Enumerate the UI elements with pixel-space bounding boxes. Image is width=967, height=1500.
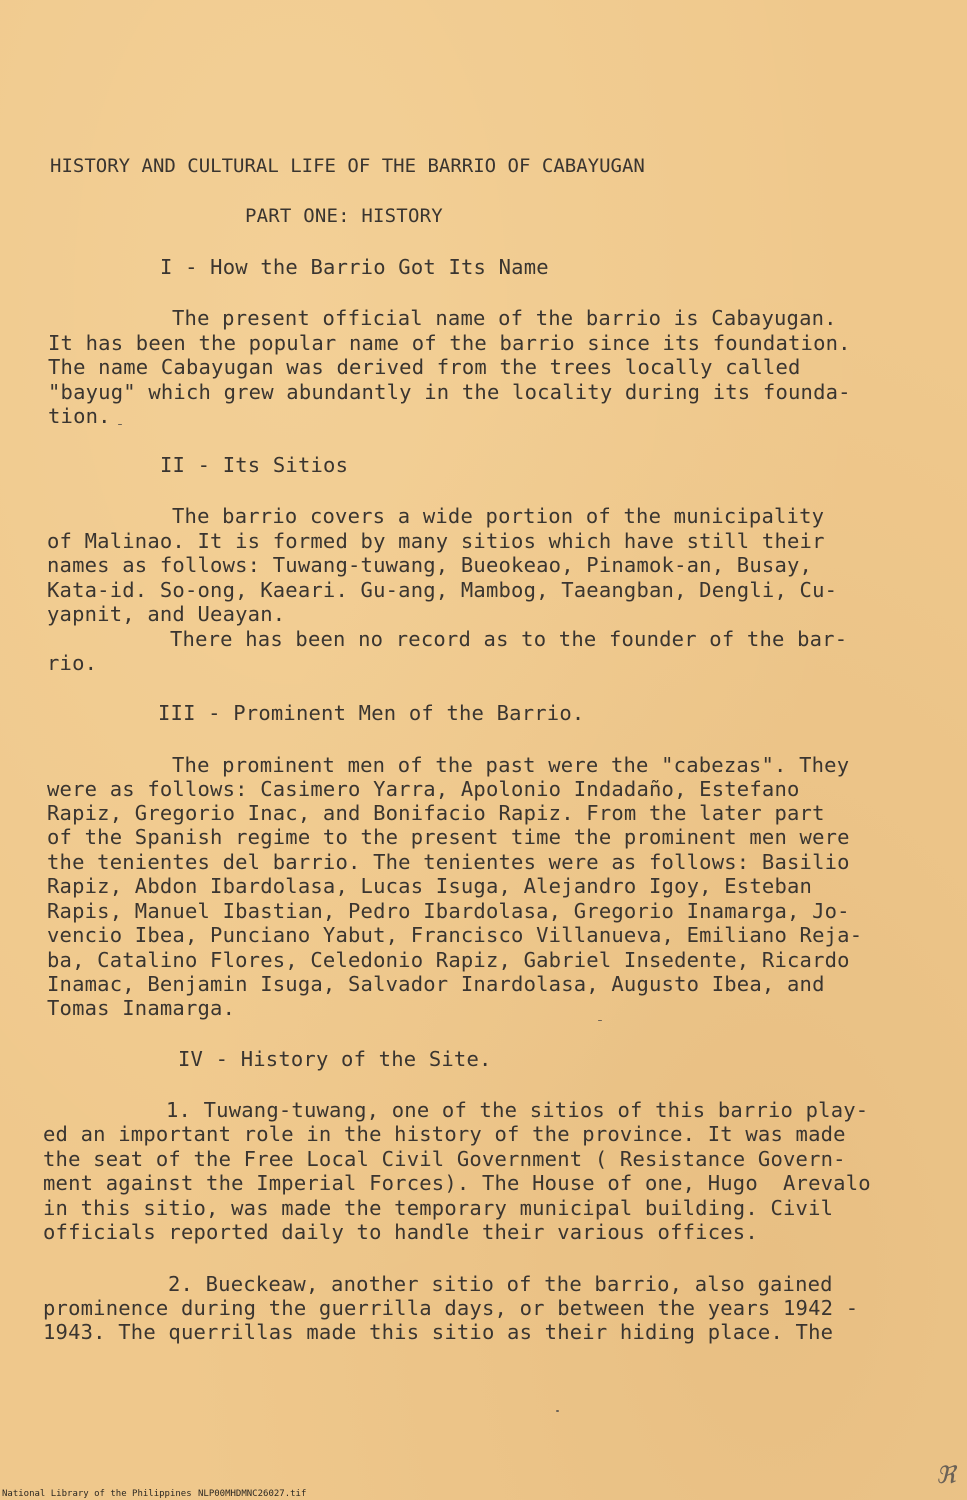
paragraph-line: It has been the popular name of the barrio since its foundation. xyxy=(48,331,851,355)
paragraph-line: of the Spanish regime to the present time the prominent men were xyxy=(47,825,850,849)
paragraph-line: the seat of the Free Local Civil Government ( Resistance Govern- xyxy=(43,1147,846,1171)
paragraph-line: were as follows: Casimero Yarra, Apolonio Indadaño, Estefano xyxy=(47,777,800,801)
paragraph-line: 2. Bueckeaw, another sitio of the barrio, also gained xyxy=(168,1272,833,1296)
scan-speck xyxy=(118,424,122,425)
paragraph-line: Rapis, Manuel Ibastian, Pedro Ibardolasa, Gregorio Inamarga, Jo- xyxy=(47,899,850,923)
part-heading: PART ONE: HISTORY xyxy=(245,205,443,227)
paragraph-line: ba, Catalino Flores, Celedonio Rapiz, Gabriel Insedente, Ricardo xyxy=(47,948,850,972)
paragraph-line: Rapiz, Abdon Ibardolasa, Lucas Isuga, Alejandro Igoy, Esteban xyxy=(47,874,813,898)
paragraph-line: Tomas Inamarga. xyxy=(47,996,236,1020)
paragraph-line: Kata-id. So-ong, Kaeari. Gu-ang, Mambog, Taeangban, Dengli, Cu- xyxy=(47,578,838,602)
scan-speck xyxy=(556,1410,559,1412)
paragraph-line: in this sitio, was made the temporary municipal building. Civil xyxy=(43,1196,834,1220)
paragraph-line: of Malinao. It is formed by many sitios which have still their xyxy=(47,529,825,553)
footer-file-name: NLP00MHDMNC26027.tif xyxy=(198,1489,307,1499)
paragraph-line: There has been no record as to the founder of the bar- xyxy=(170,627,848,651)
paragraph-line: the tenientes del barrio. The tenientes were as follows: Basilio xyxy=(47,850,850,874)
section-heading-3: III - Prominent Men of the Barrio. xyxy=(158,701,585,725)
paragraph-line: The prominent men of the past were the "cabezas". They xyxy=(172,753,850,777)
paragraph-line: "bayug" which grew abundantly in the locality during its founda- xyxy=(48,380,851,404)
section-heading-2: II - Its Sitios xyxy=(160,453,349,477)
paragraph-line: ment against the Imperial Forces). The House of one, Hugo Arevalo xyxy=(43,1171,871,1195)
paragraph-line: The barrio covers a wide portion of the municipality xyxy=(172,504,825,528)
paragraph-line: officials reported daily to handle their various offices. xyxy=(43,1220,758,1244)
paragraph-line: 1. Tuwang-tuwang, one of the sitios of this barrio play- xyxy=(166,1098,869,1122)
scan-speck xyxy=(598,1020,602,1021)
corner-mark: ℜ xyxy=(936,1461,956,1489)
paragraph-line: The name Cabayugan was derived from the trees locally called xyxy=(48,355,801,379)
paragraph-line: 1943. The querrillas made this sitio as their hiding place. The xyxy=(43,1320,834,1344)
paragraph-line: yapnit, and Ueayan. xyxy=(47,602,286,626)
paragraph-line: rio. xyxy=(47,651,98,675)
paragraph-line: The present official name of the barrio is Cabayugan. xyxy=(172,306,837,330)
section-heading-4: IV - History of the Site. xyxy=(178,1047,492,1071)
document-title: HISTORY AND CULTURAL LIFE OF THE BARRIO OF CABAYUGAN xyxy=(50,155,645,177)
paragraph-line: Inamac, Benjamin Isuga, Salvador Inardolasa, Augusto Ibea, and xyxy=(47,972,825,996)
section-heading-1: I - How the Barrio Got Its Name xyxy=(160,255,549,279)
paragraph-line: names as follows: Tuwang-tuwang, Bueokeao, Pinamok-an, Busay, xyxy=(47,553,813,577)
paragraph-line: ed an important role in the history of the province. It was made xyxy=(43,1122,846,1146)
paragraph-line: prominence during the guerrilla days, or between the years 1942 - xyxy=(43,1296,859,1320)
paragraph-line: Rapiz, Gregorio Inac, and Bonifacio Rapiz. From the later part xyxy=(47,801,825,825)
paragraph-line: tion. xyxy=(48,404,111,428)
footer-library-name: National Library of the Philippines xyxy=(2,1489,192,1499)
paragraph-line: vencio Ibea, Punciano Yabut, Francisco Villanueva, Emiliano Reja- xyxy=(47,923,863,947)
